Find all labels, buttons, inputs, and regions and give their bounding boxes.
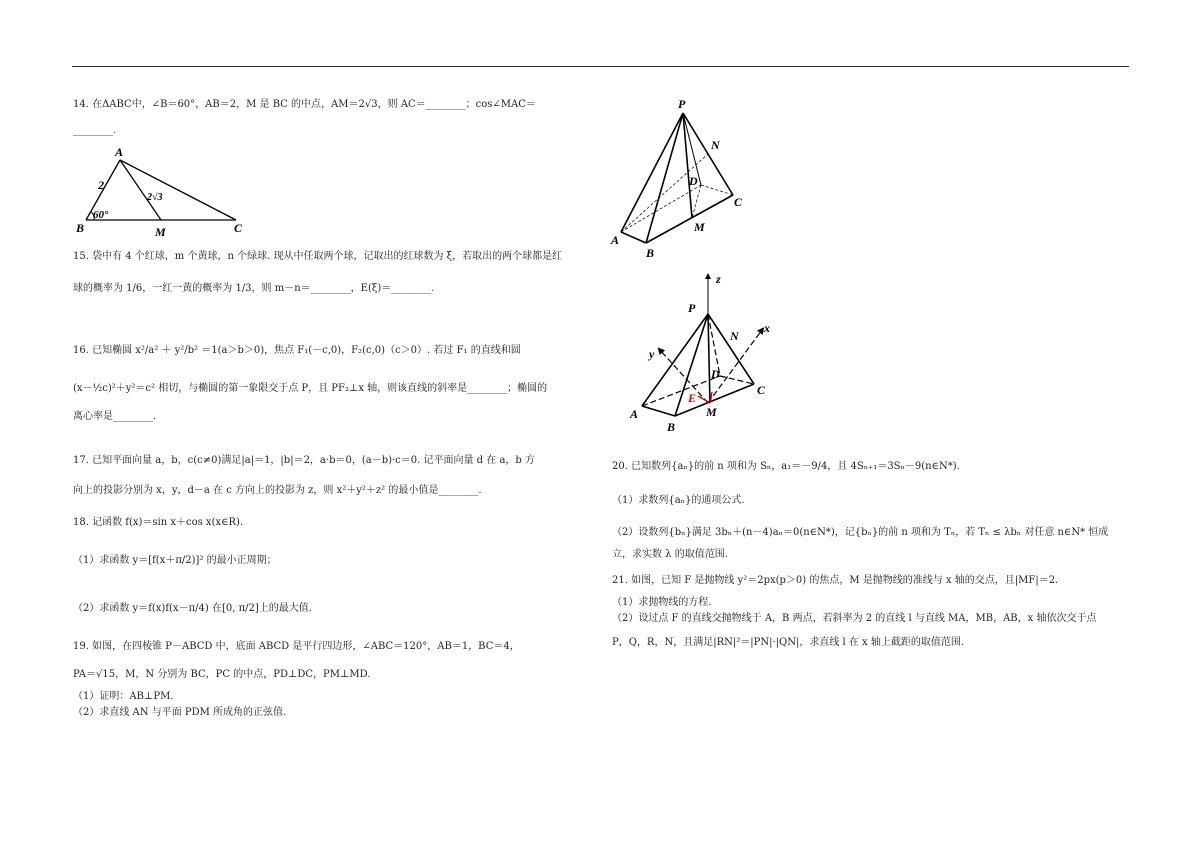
q16-line1: 16. 已知椭圆 x²/a² ＋ y²/b² ＝1(a＞b＞0)，焦点 F₁(－c,0)，F₂(c,0)（c＞0）. 若过 F₁ 的直线和圆	[73, 345, 521, 356]
p1-label-n: N	[711, 138, 720, 152]
q17-line2: 向上的投影分别为 x，y，d－a 在 c 方向上的投影为 z，则 x²＋y²＋z² 的最小值是________.	[73, 485, 482, 496]
p2-label-c: C	[757, 383, 766, 397]
tri-label-c: C	[234, 221, 243, 235]
tri-label-two: 2	[98, 178, 104, 192]
q19-line2: PA＝√15，M，N 分别为 BC，PC 的中点，PD⊥DC，PM⊥MD.	[73, 669, 371, 680]
p2-label-m: M	[706, 405, 717, 419]
q14-line2: ________.	[73, 125, 117, 136]
p2-label-n: N	[730, 329, 739, 343]
p1-label-a: A	[611, 233, 620, 247]
tri-label-m: M	[155, 225, 166, 239]
q21-line1: 21. 如图，已知 F 是抛物线 y²＝2px(p＞0) 的焦点，M 是抛物线的准线与 x 轴的交点，且|MF|＝2.	[612, 575, 1059, 586]
q21-part2a: （2）设过点 F 的直线交抛物线于 A，B 两点，若斜率为 2 的直线 l 与直线 MA，MB，AB，x 轴依次交于点	[612, 613, 1097, 624]
tri-label-a: A	[115, 145, 124, 159]
p1-label-m: M	[694, 220, 705, 234]
p2-label-b: B	[667, 420, 676, 434]
q21-part2b: P，Q，R，N，且满足|RN|²＝|PN|·|QN|，求直线 l 在 x 轴上截距的取值范围.	[612, 637, 965, 648]
p1-label-b: B	[646, 246, 655, 260]
p2-label-y: y	[649, 347, 655, 361]
p1-label-d: D	[689, 174, 698, 188]
q14-line1: 14. 在ΔABC中，∠B＝60°，AB＝2，M 是 BC 的中点，AM＝2√3，则 AC＝________；cos∠MAC＝	[73, 99, 536, 110]
q20-part2a: （2）设数列{bₙ}满足 3bₙ＋(n－4)aₙ＝0(n∈N*)，记{bₙ}的前 n 项和为 Tₙ，若 Tₙ ≤ λbₙ 对任意 n∈N* 恒成	[612, 527, 1109, 538]
p2-label-e: E	[688, 391, 697, 405]
pyramid-figure-2	[620, 268, 790, 438]
q19-line1: 19. 如图，在四棱锥 P－ABCD 中，底面 ABCD 是平行四边形，∠ABC＝120°，AB＝1，BC＝4，	[73, 641, 520, 652]
q18-line1: 18. 记函数 f(x)＝sin x＋cos x(x∈R).	[73, 517, 244, 528]
q18-part2: （2）求函数 y＝f(x)f(x－π/4) 在[0, π/2]上的最大值.	[73, 603, 312, 614]
q17-line1: 17. 已知平面向量 a，b，c(c≠0)满足|a|＝1，|b|＝2，a·b＝0，(a－b)·c＝0. 记平面向量 d 在 a，b 方	[73, 455, 535, 466]
q15-line2: 球的概率为 1/6，一红一黄的概率为 1/3，则 m－n＝________，E(ξ)＝________.	[73, 283, 435, 294]
p2-label-a: A	[630, 407, 639, 421]
p2-label-p: P	[688, 301, 696, 315]
q21-part1: （1）求抛物线的方程.	[612, 597, 712, 608]
q20-part1: （1）求数列{aₙ}的通项公式.	[612, 495, 745, 506]
q19-part2: （2）求直线 AN 与平面 PDM 所成角的正弦值.	[73, 707, 287, 718]
q20-part2b: 立，求实数 λ 的取值范围.	[612, 549, 728, 560]
pyramid-figure-1	[608, 95, 758, 260]
q19-part1: （1）证明：AB⊥PM.	[73, 691, 174, 702]
p2-label-d: D	[711, 367, 720, 381]
q16-line3: 离心率是________.	[73, 411, 157, 422]
q16-line2: (x－½c)²＋y²＝c² 相切，与椭圆的第一象限交于点 P，且 PF₂⊥x 轴，则该直线的斜率是________；椭圆的	[73, 383, 548, 394]
tri-label-angle: 60°	[93, 209, 109, 221]
p2-label-z: z	[716, 272, 721, 286]
header-rule	[72, 66, 1129, 67]
q20-line1: 20. 已知数列{aₙ}的前 n 项和为 Sₙ，a₁＝－9/4，且 4Sₙ₊₁＝3Sₙ－9(n∈N*).	[612, 461, 960, 472]
p2-label-x: x	[764, 321, 770, 335]
triangle-abc-figure	[73, 144, 253, 239]
q18-part1: （1）求函数 y＝[f(x＋π/2)]² 的最小正周期；	[73, 555, 277, 566]
p1-label-c: C	[734, 195, 743, 209]
p1-label-p: P	[678, 97, 686, 111]
tri-label-b: B	[76, 221, 85, 235]
q15-line1: 15. 袋中有 4 个红球，m 个黄球，n 个绿球. 现从中任取两个球，记取出的红球数为 ξ，若取出的两个球都是红	[73, 251, 563, 262]
tri-label-am: 2√3	[147, 192, 163, 203]
